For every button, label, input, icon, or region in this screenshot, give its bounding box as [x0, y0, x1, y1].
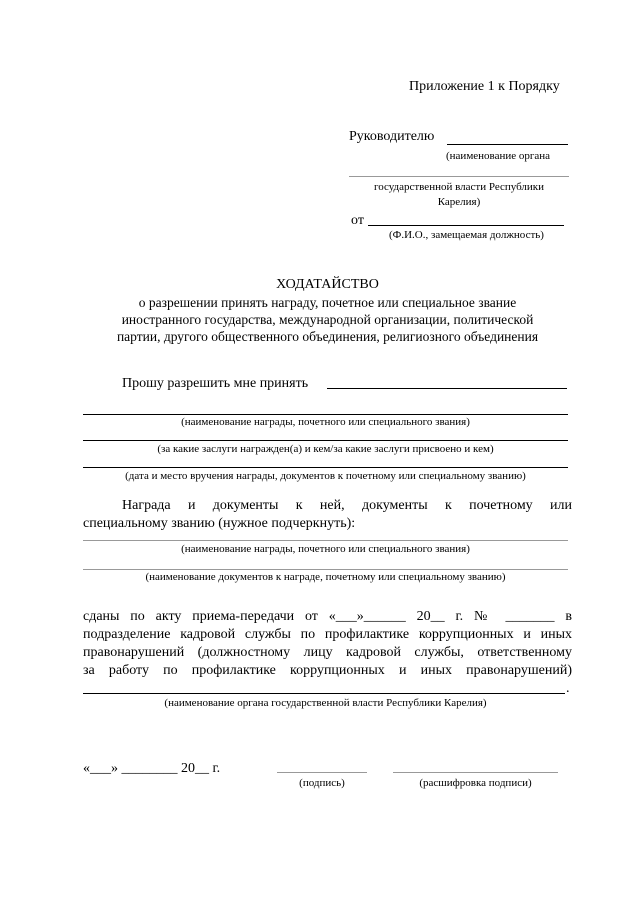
handed-line-4: за работу по профилактике коррупционных и иных правонарушений) [83, 663, 572, 678]
subtitle-line-2: иностранного государства, международной организации, политической [121, 312, 534, 327]
organ-line [83, 693, 565, 694]
signature-decode-hint: (расшифровка подписи) [419, 777, 532, 789]
documents-line [83, 569, 568, 570]
organ-hint-3: Карелия) [437, 196, 481, 208]
signature-line [277, 772, 367, 773]
addressee-from-label: от [351, 213, 364, 228]
date-place-hint: (дата и место вручения награды, документов к почетному или специальному званию) [125, 470, 526, 482]
merits-line [83, 440, 568, 441]
award-docs-line-1: Награда и документы к ней, документы к почетному или [122, 498, 572, 513]
award-name-hint: (наименование награды, почетного или специального звания) [181, 416, 470, 428]
request-fill-line [327, 388, 567, 389]
handed-line-1: сданы по акту приема-передачи от «___»______ 20__ г. № _______ в [83, 609, 572, 624]
award-name-line-2 [83, 540, 568, 541]
addressee-to-label: Руководителю [349, 129, 435, 144]
organ-hint-1: (наименование органа [446, 150, 551, 162]
merits-hint: (за какие заслуги награжден(а) и кем/за какие заслуги присвоено и кем) [157, 443, 494, 455]
document-title: ХОДАТАЙСТВО [276, 277, 379, 292]
request-text: Прошу разрешить мне принять [122, 376, 309, 391]
handed-period: . [566, 681, 570, 696]
award-name-hint-2: (наименование награды, почетного или специального звания) [181, 543, 470, 555]
award-name-line [83, 414, 568, 415]
fio-hint: (Ф.И.О., замещаемая должность) [389, 229, 544, 241]
organ-hint: (наименование органа государственной власти Республики Карелия) [164, 697, 487, 709]
documents-hint: (наименование документов к награде, почетному или специальному званию) [145, 571, 506, 583]
subtitle-line-3: партии, другого общественного объединения, религиозного объединения [116, 329, 539, 344]
handed-line-3: правонарушений (должностному лицу кадровой службы, ответственному [83, 645, 572, 660]
handed-line-2: подразделение кадровой службы по профилактике коррупционных и иных [83, 627, 572, 642]
addressee-line-1 [447, 144, 568, 145]
signature-hint: (подпись) [299, 777, 345, 789]
date-place-line [83, 467, 568, 468]
appendix-label: Приложение 1 к Порядку [409, 79, 560, 94]
award-docs-line-2: специальному званию (нужное подчеркнуть): [83, 516, 356, 531]
addressee-line-2 [349, 176, 569, 177]
date-line: «___» ________ 20__ г. [83, 761, 221, 776]
signature-decode-line [393, 772, 558, 773]
addressee-from-line [368, 225, 564, 226]
subtitle-line-1: о разрешении принять награду, почетное или специальное звание [138, 295, 517, 310]
organ-hint-2: государственной власти Республики [373, 181, 545, 193]
